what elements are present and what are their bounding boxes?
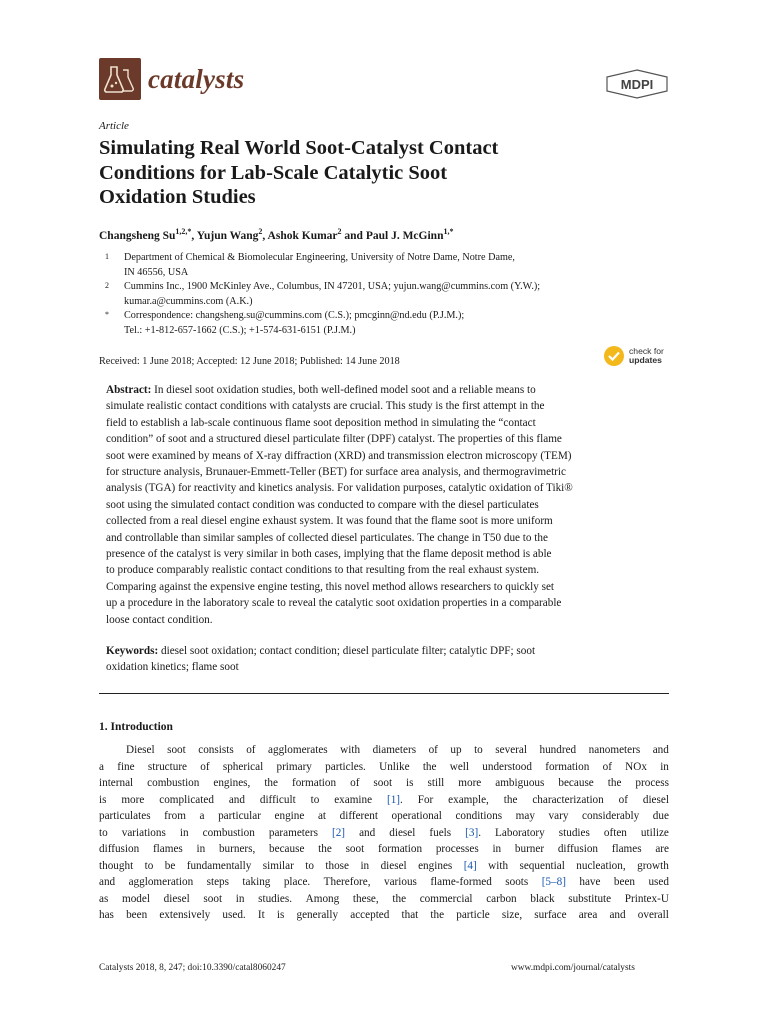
abstract-line: simulate realistic contact conditions with catalysts are crucial. This study is the first attempt in the <box>106 400 545 413</box>
keywords-line: oxidation kinetics; flame soot <box>106 661 239 674</box>
word: these, <box>352 892 379 905</box>
word: examine <box>334 793 373 806</box>
word: Therefore, <box>323 876 371 888</box>
author-separator: , <box>191 229 197 242</box>
word <box>332 825 345 842</box>
affiliation-line: Department of Chemical & Biomolecular Engineering, University of Notre Dame, Notre Dame, <box>124 252 515 263</box>
word: in <box>492 843 502 855</box>
word: because <box>558 777 594 789</box>
word: in <box>235 892 245 905</box>
intro-line <box>99 808 669 825</box>
word: the <box>503 793 518 806</box>
abstract-line: condition” of soot and a structured diesel particulate filter (DPF) catalyst. The properties of this flame <box>106 433 562 446</box>
word: has <box>99 909 114 921</box>
word: to <box>305 859 314 872</box>
word: a <box>199 810 205 822</box>
word: ambiguous <box>495 777 545 789</box>
word: agglomerates <box>268 744 328 756</box>
word: overall <box>637 909 669 921</box>
abstract-line: In diesel soot oxidation studies, both well-defined model soot and a reliable means to <box>154 384 536 396</box>
word: flame-formed <box>430 876 492 888</box>
paper-title <box>99 136 619 210</box>
word <box>542 874 566 891</box>
word: fundamentally <box>186 859 252 872</box>
word: as <box>99 892 109 905</box>
word: because <box>269 843 305 855</box>
word: difficult <box>259 793 296 806</box>
word: with <box>488 859 509 872</box>
word: hundred <box>539 744 577 756</box>
author-list <box>99 227 453 242</box>
word: and <box>652 744 669 756</box>
word: complicated <box>159 793 214 806</box>
journal-logo[interactable] <box>99 58 244 100</box>
word: processes <box>435 843 479 855</box>
word: of <box>200 760 210 773</box>
word: fine <box>117 760 135 773</box>
word: and <box>609 909 626 921</box>
word: the <box>422 760 437 773</box>
word: carbon <box>486 892 517 905</box>
citation-link[interactable]: [5–8] <box>541 876 566 888</box>
word: soot <box>167 744 186 756</box>
word: taking <box>242 876 271 888</box>
word: the <box>318 843 332 855</box>
word: engine <box>274 810 305 822</box>
intro-line <box>99 759 669 776</box>
abstract <box>106 382 669 628</box>
word: black <box>530 892 555 905</box>
author-affiliation-mark: 1,2,* <box>175 227 192 236</box>
title-line: Conditions for Lab-Scale Catalytic Soot <box>99 161 448 184</box>
word: growth <box>637 859 669 872</box>
word: operational <box>391 810 442 822</box>
word: nucleation, <box>576 859 626 872</box>
word: from <box>164 810 186 822</box>
word: in <box>179 826 189 839</box>
word: particular <box>218 810 261 822</box>
word: studies <box>558 826 590 839</box>
mdpi-logo[interactable] <box>605 69 669 104</box>
word: a <box>99 760 104 773</box>
word: formation <box>545 760 590 773</box>
word: several <box>495 744 527 756</box>
keywords <box>106 643 669 676</box>
word: understood <box>482 760 532 773</box>
word: have <box>579 876 601 888</box>
journal-name: catalysts <box>148 63 245 94</box>
abstract-line: field to establish a lab-scale continuous flame soot deposition method in simulating the “contact <box>106 416 536 429</box>
word: of <box>602 760 612 773</box>
word: the <box>607 777 622 789</box>
word: considerably <box>582 810 640 822</box>
word: in <box>196 843 206 855</box>
word: at <box>317 810 327 822</box>
word: to <box>99 826 108 839</box>
word: primary <box>276 760 312 773</box>
word <box>464 858 477 875</box>
section-divider <box>99 693 669 694</box>
word: soot <box>203 892 223 905</box>
word: well <box>449 760 469 773</box>
word: of <box>618 793 628 806</box>
word: to <box>144 859 154 872</box>
word: nanometers <box>588 744 641 756</box>
word: used. <box>222 909 246 921</box>
word: particulates <box>99 810 151 822</box>
intro-line <box>99 874 669 891</box>
word: be <box>164 859 176 872</box>
author-name[interactable]: Ashok Kumar <box>267 229 338 242</box>
word: may <box>515 810 535 822</box>
intro-line <box>99 841 669 858</box>
word: [1]. <box>386 793 403 806</box>
abstract-line: to produce comparably realistic contact conditions to that resulting from the real exhaust system. <box>106 564 540 577</box>
word: of <box>428 744 438 756</box>
word: parameters <box>268 826 318 839</box>
word: place. <box>283 876 311 888</box>
check-for-updates-badge[interactable] <box>603 345 664 367</box>
word: similar <box>262 859 294 872</box>
word: more <box>121 793 145 806</box>
abstract-line: presence of the catalyst is very similar in both cases, implying that the flame deposit method is able <box>106 548 552 561</box>
word: and <box>359 826 376 839</box>
word: It <box>257 909 265 921</box>
word: diffusion <box>557 843 599 855</box>
author-affiliation-mark: 2 <box>337 227 342 236</box>
author-name[interactable]: Paul J. McGinn <box>365 229 444 242</box>
word: soots <box>505 876 529 888</box>
word: steps <box>206 876 229 888</box>
journal-url-link[interactable]: www.mdpi.com/journal/catalysts <box>511 963 635 973</box>
affiliation-line[interactable]: Cummins Inc., 1900 McKinley Ave., Columbus, IN 47201, USA; yujun.wang@cummins.com (Y.W.); <box>124 281 541 292</box>
flask-icon <box>99 58 141 100</box>
correspondence-line: Tel.: +1-812-657-1662 (C.S.); +1-574-631-6151 (P.J.M.) <box>124 324 356 336</box>
word: often <box>603 826 627 839</box>
word: burner <box>514 843 545 855</box>
correspondence-line[interactable]: Correspondence: changsheng.su@cummins.com (C.S.); pmcginn@nd.edu (P.J.M.); <box>124 310 465 321</box>
word: various <box>383 876 417 888</box>
word: Diesel <box>126 744 155 756</box>
word: structure <box>147 760 188 773</box>
affiliation-mark: 1 <box>105 252 109 261</box>
word: fuels <box>429 826 452 839</box>
word: the <box>430 909 445 921</box>
citation-link[interactable]: [3] <box>465 826 479 839</box>
intro-line <box>99 792 669 809</box>
word: diesel <box>163 892 190 905</box>
word: is <box>406 777 414 789</box>
word: diffusion <box>99 843 140 855</box>
author-name[interactable]: Changsheng Su <box>99 229 176 242</box>
word: For <box>417 793 434 806</box>
check-updates-icon <box>603 345 625 367</box>
word: internal <box>99 777 134 789</box>
word: diesel <box>380 859 407 872</box>
keywords-line: diesel soot oxidation; contact condition; diesel particulate filter; catalytic DPF; soot <box>161 645 536 657</box>
word: still <box>427 777 445 789</box>
word: Printex-U <box>624 892 669 905</box>
word: flames <box>152 843 183 855</box>
word: conditions <box>455 810 503 822</box>
word: in <box>360 859 370 872</box>
word: process <box>635 777 669 789</box>
intro-line <box>99 891 669 908</box>
intro-line <box>99 907 669 924</box>
word: been <box>126 909 148 921</box>
word: soot <box>373 777 393 789</box>
word: is <box>276 909 285 921</box>
word: substitute <box>568 892 612 905</box>
word: in <box>660 760 669 773</box>
word: diameters <box>372 744 417 756</box>
intro-line <box>99 825 669 842</box>
author-separator: , <box>262 229 268 242</box>
word: diesel <box>389 826 416 839</box>
word: due <box>652 810 669 822</box>
keywords-label: Keywords: <box>106 645 159 657</box>
word: soot <box>345 843 365 855</box>
word: up <box>450 744 462 756</box>
abstract-label: Abstract: <box>106 384 152 396</box>
word: combustion <box>202 826 255 839</box>
word: that <box>401 909 419 921</box>
word: example, <box>448 793 489 806</box>
word: to <box>310 793 320 806</box>
section-heading: 1. Introduction <box>99 721 173 733</box>
word: agglomeration <box>128 876 194 888</box>
check-updates-line2: updates <box>629 355 662 365</box>
word: been <box>613 876 636 888</box>
correspondence-mark: * <box>105 310 109 319</box>
word: formation <box>291 777 337 789</box>
abstract-line: up a procedure in the laboratory scale to reveal the catalytic soot oxidation properties in a comparable <box>106 597 562 610</box>
word: area <box>578 909 598 921</box>
word: are <box>655 843 669 855</box>
word: engines, <box>213 777 251 789</box>
word: [3]. <box>465 826 482 839</box>
word: generally <box>296 909 339 921</box>
intro-line <box>99 742 669 759</box>
word: of <box>350 777 360 789</box>
word: used <box>648 876 669 888</box>
check-updates-line1: check for <box>629 345 664 356</box>
word: of <box>246 744 256 756</box>
word: those <box>325 859 350 872</box>
word: Among <box>305 892 340 905</box>
word: model <box>122 892 150 905</box>
title-line: Simulating Real World Soot-Catalyst Contact <box>99 137 499 159</box>
word: accepted <box>350 909 390 921</box>
author-affiliation-mark: 2 <box>258 227 263 236</box>
introduction-body <box>99 742 669 924</box>
word: particles. <box>325 760 366 773</box>
abstract-line: analysis (TGA) for reactivity and kinetics analysis. For validation purposes, catalytic oxidation of Tiki® <box>106 482 573 495</box>
word: the <box>392 892 407 905</box>
citation-link[interactable]: [2] <box>331 826 346 839</box>
word: vary <box>548 810 569 822</box>
affiliation-line[interactable]: kumar.a@cummins.com (A.K.) <box>124 295 253 307</box>
mdpi-logo-text: MDPI <box>620 77 654 92</box>
word: Unlike <box>379 760 410 773</box>
abstract-line: for structure analysis, Brunauer-Emmett-Teller (BET) for surface area analysis, and thermogravimetric <box>106 466 566 479</box>
word: to <box>474 744 483 756</box>
word: diesel <box>642 793 669 806</box>
word: NOx <box>625 760 647 773</box>
citation-link[interactable]: [1] <box>386 793 401 806</box>
intro-line <box>99 775 669 792</box>
word: different <box>339 810 378 822</box>
publication-dates: Received: 1 June 2018; Accepted: 12 June 2018; Published: 14 June 2018 <box>99 356 400 367</box>
citation-footer: Catalysts 2018, 8, 247; doi:10.3390/catal8060247 <box>99 963 286 973</box>
author-name[interactable]: Yujun Wang <box>196 229 259 242</box>
word: and <box>228 793 245 806</box>
word: flames <box>611 843 642 855</box>
word: with <box>340 744 361 756</box>
title-line: Oxidation Studies <box>99 186 256 208</box>
abstract-line: collected from a real diesel engine exhaust system. It was found that the flame soot is more uniform <box>106 515 553 528</box>
word: size, <box>501 909 523 921</box>
word: and <box>99 876 116 888</box>
word: more <box>458 777 482 789</box>
word: formation <box>377 843 423 855</box>
citation-link[interactable]: [4] <box>463 859 477 872</box>
affiliation-line: IN 46556, USA <box>124 266 189 278</box>
word: utilize <box>640 826 669 839</box>
author-separator: and <box>341 229 366 242</box>
abstract-line: loose contact condition. <box>106 613 213 626</box>
affiliation-mark: 2 <box>105 281 109 290</box>
word: combustion <box>147 777 200 789</box>
abstract-line: Comparing against the expensive engine testing, this novel method allows researchers to quickly set <box>106 580 555 593</box>
article-type: Article <box>99 120 129 132</box>
word: consists <box>198 744 234 756</box>
word: Laboratory <box>495 826 545 839</box>
word: particle <box>456 909 490 921</box>
word: characterization <box>532 793 604 806</box>
word: spherical <box>222 760 264 773</box>
word: thought <box>99 859 134 872</box>
word: studies. <box>258 892 292 905</box>
word: commercial <box>419 892 473 905</box>
abstract-line: and controllable than similar samples of collected diesel particulates. The change in T50 due to the <box>106 531 548 544</box>
word: engines <box>418 859 453 872</box>
intro-line <box>99 858 669 875</box>
word: is <box>99 793 107 806</box>
word: burners, <box>218 843 256 855</box>
word: the <box>264 777 278 789</box>
word: surface <box>534 909 567 921</box>
word: sequential <box>519 859 565 872</box>
author-affiliation-mark: 1,* <box>443 227 454 236</box>
abstract-line: soot were examined by means of X-ray diffraction (XRD) and transmission electron microscopy (TEM) <box>106 449 572 462</box>
abstract-line: soot using the simulated contact condition was conducted to compare with the diesel particulates <box>106 498 539 511</box>
word: variations <box>121 826 166 839</box>
word: extensively <box>159 909 211 921</box>
